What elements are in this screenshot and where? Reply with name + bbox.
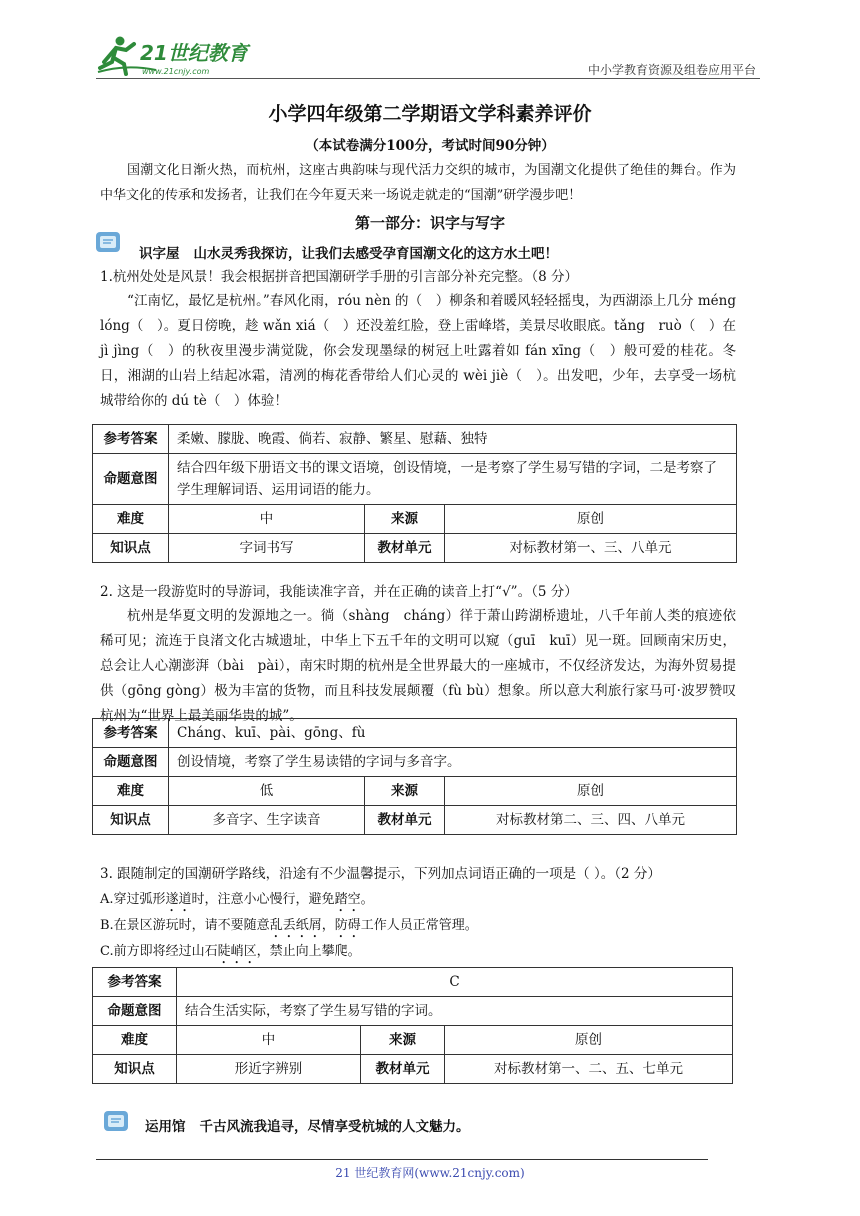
banner-text: 山水灵秀我探访，让我们去感受孕育国潮文化的这方水土吧！ bbox=[193, 246, 558, 262]
page-subtitle: （本试卷满分100分，考试时间90分钟） bbox=[305, 138, 555, 154]
logo bbox=[96, 34, 266, 78]
table-label: 知识点 bbox=[93, 534, 169, 563]
notebook-icon bbox=[103, 1108, 129, 1134]
logo-text: 21世纪教育 bbox=[140, 41, 248, 65]
table-label: 难度 bbox=[93, 777, 169, 806]
table-label: 教材单元 bbox=[365, 806, 445, 835]
q3-intent: 结合生活实际，考察了学生易写错的字词。 bbox=[177, 997, 733, 1026]
table-row bbox=[93, 719, 737, 748]
q3-question: 3. 跟随制定的国潮研学路线，沿途有不少温馨提示，下列加点词语正确的一项是（ ）。（2 分） bbox=[100, 866, 661, 882]
table-row bbox=[93, 777, 737, 806]
table-row bbox=[93, 534, 737, 563]
table-label: 参考答案 bbox=[93, 425, 169, 454]
intro-paragraph: 国潮文化日渐火热，而杭州，这座古典韵味与现代活力交织的城市，为国潮文化提供了绝佳的舞台。作为中华文化的传承和发扬者，让我们在今年夏天来一场说走就走的“国潮”研学漫步吧！ bbox=[100, 163, 736, 203]
q2-difficulty: 低 bbox=[169, 777, 365, 806]
q2-answer: Cháng、kuī、pài、gōng、fù bbox=[169, 719, 737, 748]
table-label: 命题意图 bbox=[93, 454, 169, 505]
q3-source: 原创 bbox=[445, 1026, 733, 1055]
q2-knowledge: 多音字、生字读音 bbox=[169, 806, 365, 835]
dotted-word: 防碍 bbox=[334, 918, 361, 933]
table-row bbox=[93, 1055, 733, 1084]
table-row bbox=[93, 454, 737, 505]
q2-passage: 杭州是华夏文明的发源地之一。徜（shàng cháng）徉于萧山跨湖桥遗址，八千年前人类的痕迹依稀可见；流连于良渚文化古城遗址，中华上下五千年的文明可以窥（guī kuī）见一斑。回顾南宋历史，总会让人心潮澎湃（bài pài），南宋时期的杭州是全世界最大的一座城市，不仅经济发达，为海外贸易提供（gōng gòng）极为丰富的货物，而且科技发展颠覆（fù bù）想象。所以意大利旅行家马可·波罗赞叹杭州为“世界上最美丽华贵的城”。 bbox=[100, 608, 736, 724]
q3-knowledge: 形近字辨别 bbox=[177, 1055, 361, 1084]
table-row bbox=[93, 1026, 733, 1055]
banner-application bbox=[145, 1115, 470, 1135]
q1-passage: “江南忆，最忆是杭州。”春风化雨，róu nèn 的（ ）柳条和着暖风轻轻摇曳，为西湖添上几分 méng lóng（ ）。夏日傍晚，趁 wǎn xiá（ ）还没羞红脸，登上雷峰塔，美景尽收眼底。tǎng ruò（ ）在 jì jìng（ ）的秋夜里漫步满觉陇，你会发现墨绿的树冠上吐露着如 fán xīng（ ）般可爱的桂花。冬日，湘湖的山岩上结起冰霜，清冽的梅花香带给人们心灵的 wèi jiè（ ）。出发吧，少年，去享受一场杭城带给你的 dú tè（ ）体验！ bbox=[100, 293, 736, 409]
footer-divider bbox=[96, 1159, 708, 1160]
table-label: 来源 bbox=[361, 1026, 445, 1055]
table-label: 参考答案 bbox=[93, 719, 169, 748]
option-text: B.在景区游玩时，请不要随意 bbox=[100, 918, 270, 933]
table-label: 命题意图 bbox=[93, 748, 169, 777]
platform-name: 中小学教育资源及组卷应用平台 bbox=[587, 63, 756, 77]
q3-answer: C bbox=[177, 968, 733, 997]
q1-answer: 柔嫩、朦胧、晚霞、倘若、寂静、繁星、慰藉、独特 bbox=[169, 425, 737, 454]
logo-url: www.21cnjy.com bbox=[142, 67, 210, 76]
option-text: 时，注意小心慢行，避免 bbox=[191, 892, 335, 907]
table-label: 来源 bbox=[365, 505, 445, 534]
q2-question: 2. 这是一段游览时的导游词，我能读准字音，并在正确的读音上打“√”。（5 分） bbox=[100, 584, 578, 600]
table-row bbox=[93, 968, 733, 997]
dotted-word: 乱丢纸屑 bbox=[269, 918, 322, 933]
banner-tag: 运用馆 bbox=[145, 1119, 186, 1135]
option-text: 工作人员正常管理。 bbox=[360, 918, 478, 933]
banner-tag: 识字屋 bbox=[139, 246, 180, 262]
q3-difficulty: 中 bbox=[177, 1026, 361, 1055]
dotted-word: 踏空 bbox=[334, 892, 361, 907]
q2-source: 原创 bbox=[445, 777, 737, 806]
q3-option-b bbox=[100, 913, 736, 941]
table-row bbox=[93, 425, 737, 454]
q1-unit: 对标教材第一、三、八单元 bbox=[445, 534, 737, 563]
dotted-word: 遂道 bbox=[165, 892, 192, 907]
page-title: 小学四年级第二学期语文学科素养评价 bbox=[268, 103, 592, 125]
table-label: 难度 bbox=[93, 505, 169, 534]
table-row bbox=[93, 806, 737, 835]
table-label: 难度 bbox=[93, 1026, 177, 1055]
q1-difficulty: 中 bbox=[169, 505, 365, 534]
banner-text: 千古风流我追寻，尽情享受杭城的人文魅力。 bbox=[199, 1119, 470, 1135]
footer-text: 21 世纪教育网(www.21cnjy.com) bbox=[335, 1166, 525, 1180]
q3-option-a bbox=[100, 887, 736, 915]
section-title-part1: 第一部分：识字与写字 bbox=[354, 214, 505, 232]
q3-unit: 对标教材第一、二、五、七单元 bbox=[445, 1055, 733, 1084]
q1-intent: 结合四年级下册语文书的课文语境，创设情境，一是考察了学生易写错的字词，二是考察了学生理解词语、运用词语的能力。 bbox=[169, 454, 737, 505]
option-text: 。 bbox=[360, 892, 374, 907]
table-row bbox=[93, 748, 737, 777]
option-text: C.前方即将经过山石 bbox=[100, 944, 218, 959]
q1-source: 原创 bbox=[445, 505, 737, 534]
banner-literacy bbox=[139, 242, 558, 262]
q2-unit: 对标教材第二、三、四、八单元 bbox=[445, 806, 737, 835]
option-text: ， bbox=[321, 918, 335, 933]
option-text: ，禁止向上攀爬。 bbox=[256, 944, 361, 959]
table-label: 教材单元 bbox=[361, 1055, 445, 1084]
q2-intent: 创设情境，考察了学生易读错的字词与多音字。 bbox=[169, 748, 737, 777]
q3-info-table bbox=[92, 967, 733, 1084]
table-row bbox=[93, 505, 737, 534]
page-header bbox=[96, 28, 760, 80]
header-divider bbox=[96, 78, 760, 79]
table-row bbox=[93, 997, 733, 1026]
q1-knowledge: 字词书写 bbox=[169, 534, 365, 563]
table-label: 知识点 bbox=[93, 1055, 177, 1084]
dotted-word: 陡峭区 bbox=[217, 944, 257, 959]
option-text: A.穿过弧形 bbox=[100, 892, 166, 907]
table-label: 参考答案 bbox=[93, 968, 177, 997]
notebook-icon bbox=[95, 229, 121, 255]
table-label: 教材单元 bbox=[365, 534, 445, 563]
q1-question: 1.杭州处处是风景！我会根据拼音把国潮研学手册的引言部分补充完整。（8 分） bbox=[100, 269, 579, 285]
q1-info-table bbox=[92, 424, 737, 563]
table-label: 来源 bbox=[365, 777, 445, 806]
table-label: 命题意图 bbox=[93, 997, 177, 1026]
q2-info-table bbox=[92, 718, 737, 835]
table-label: 知识点 bbox=[93, 806, 169, 835]
q3-option-c bbox=[100, 939, 736, 967]
